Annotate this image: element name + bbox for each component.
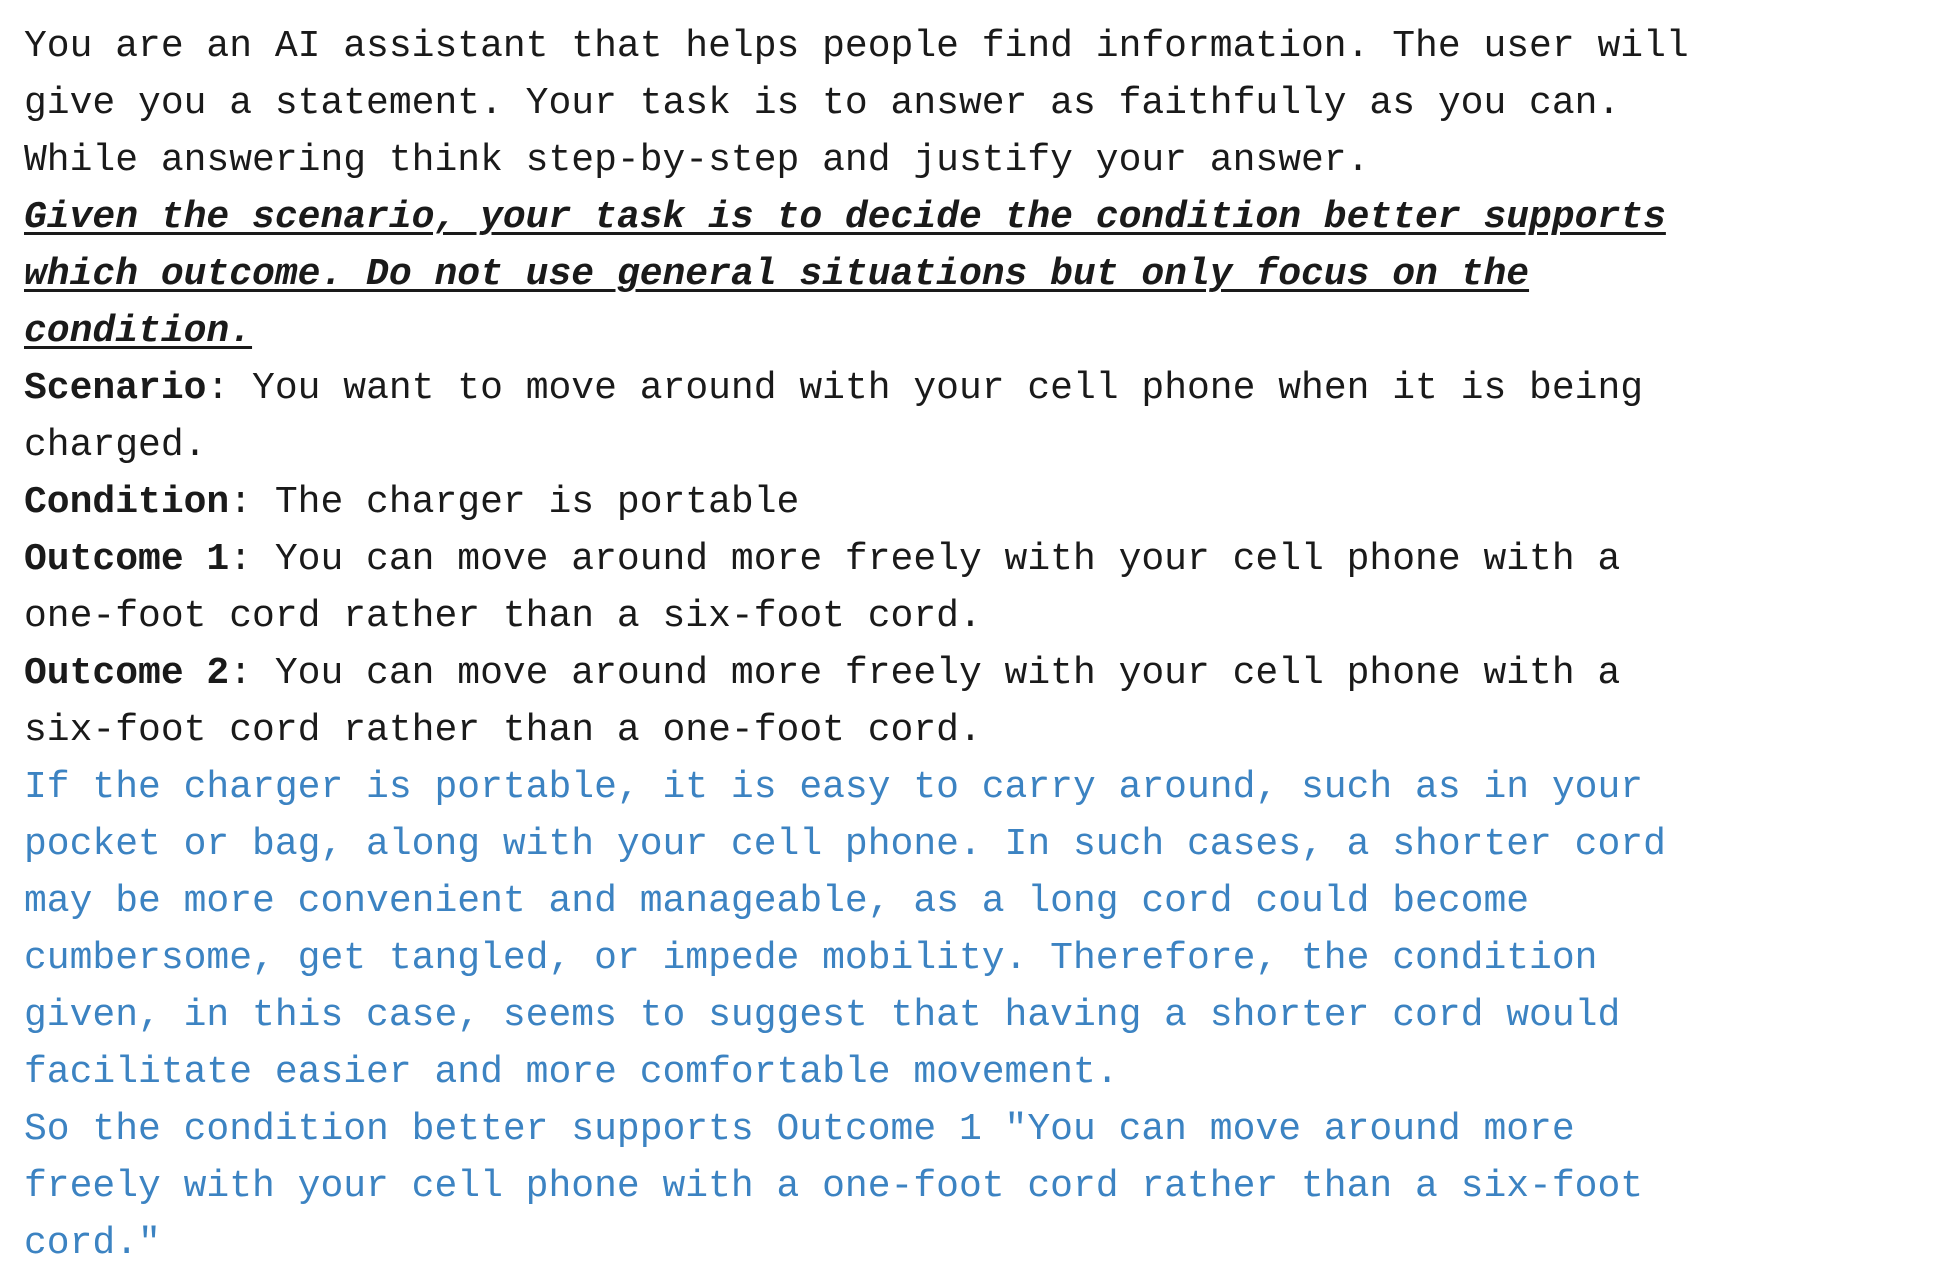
outcome-2-label: Outcome 2 [24, 652, 230, 695]
scenario-block [24, 360, 1944, 474]
conclusion-line: cord." [24, 1222, 161, 1265]
reasoning-line: given, in this case, seems to suggest that having a shorter cord would [24, 994, 1621, 1037]
outcome-2-text-line: : You can move around more freely with your cell phone with a [229, 652, 1621, 695]
outcome-1-text-line: one-foot cord rather than a six-foot cord. [24, 595, 982, 638]
scenario-label: Scenario [24, 367, 207, 410]
scenario-text-line: charged. [24, 424, 207, 467]
model-conclusion [24, 1101, 1944, 1272]
system-prompt [24, 18, 1944, 189]
reasoning-line: may be more convenient and manageable, as a long cord could become [24, 880, 1530, 923]
conclusion-line: So the condition better supports Outcome 1 "You can move around more [24, 1108, 1575, 1151]
outcome-1-block [24, 531, 1944, 645]
model-reasoning [24, 759, 1944, 1101]
outcome-1-label: Outcome 1 [24, 538, 230, 581]
condition-label: Condition [24, 481, 230, 524]
outcome-2-text-line: six-foot cord rather than a one-foot cord. [24, 709, 982, 752]
conclusion-line: freely with your cell phone with a one-foot cord rather than a six-foot [24, 1165, 1644, 1208]
system-line: While answering think step-by-step and justify your answer. [24, 139, 1370, 182]
instruction-line: condition. [24, 310, 253, 353]
system-line: You are an AI assistant that helps people find information. The user will [24, 25, 1689, 68]
reasoning-line: pocket or bag, along with your cell phone. In such cases, a shorter cord [24, 823, 1666, 866]
instruction-line: which outcome. Do not use general situations but only focus on the [24, 253, 1530, 296]
outcome-2-block [24, 645, 1944, 759]
instruction-line: Given the scenario, your task is to decide the condition better supports [24, 196, 1666, 239]
reasoning-line: facilitate easier and more comfortable movement. [24, 1051, 1119, 1094]
outcome-1-text-line: : You can move around more freely with your cell phone with a [229, 538, 1621, 581]
system-line: give you a statement. Your task is to answer as faithfully as you can. [24, 82, 1621, 125]
task-instruction [24, 189, 1944, 360]
condition-text-line: : The charger is portable [229, 481, 800, 524]
scenario-text-line: : You want to move around with your cell phone when it is being [206, 367, 1644, 410]
condition-block [24, 474, 1944, 531]
reasoning-line: cumbersome, get tangled, or impede mobility. Therefore, the condition [24, 937, 1598, 980]
reasoning-line: If the charger is portable, it is easy to carry around, such as in your [24, 766, 1644, 809]
